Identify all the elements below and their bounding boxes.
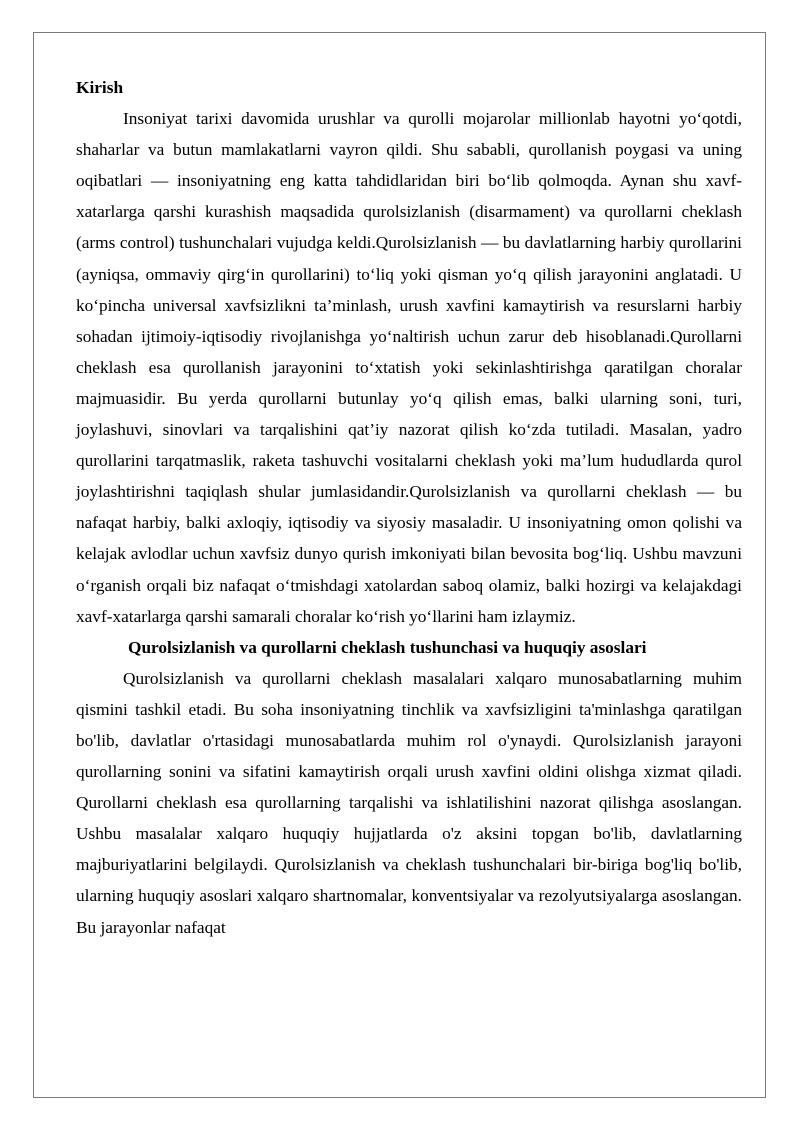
heading-kirish: Kirish bbox=[76, 78, 124, 97]
section-title: Qurolsizlanish va qurollarni cheklash tushunchasi va huquqiy asoslari bbox=[128, 637, 647, 657]
paragraph-introduction: Insoniyat tarixi davomida urushlar va qurolli mojarolar millionlab hayotni yo‘qotdi, shaharlar va butun mamlakatlarni vayron qildi. Shu sababli, qurollanish poygasi va uning oqibatlari — insoniyatning eng katta tahdidlaridan biri bo‘lib qolmoqda. Aynan shu xavf-xatarlarga qarshi kurashish maqsadida qurolsizlanish (disarmament) va qurollarni cheklash (arms control) tushunchalari vujudga keldi.Qurolsizlanish — bu davlatlarning harbiy qurollarini (ayniqsa, ommaviy qirg‘in qurollarini) to‘liq yoki qisman yo‘q qilish jarayonini anglatadi. U ko‘pincha universal xavfsizlikni ta’minlash, urush xavfini kamaytirish va resurslarni harbiy sohadan ijtimoiy-iqtisodiy rivojlanishga yo‘naltirish uchun zarur deb hisoblanadi.Qurollarni cheklash esa qurollanish jarayonini to‘xtatish yoki sekinlashtirishga qaratilgan choralar majmuasidir. Bu yerda qurollarni butunlay yo‘q qilish emas, balki ularning soni, turi, joylashuvi, sinovlari va tarqalishini qat’iy nazorat qilish ko‘zda tutiladi. Masalan, yadro qurollarini tarqatmaslik, raketa tashuvchi vositalarni cheklash yoki ma’lum hududlarda qurol joylashtirishni taqiqlash shular jumlasidandir.Qurolsizlanish va qurollarni cheklash — bu nafaqat harbiy, balki axloqiy, iqtisodiy va siyosiy masaladir. U insoniyatning omon qolishi va kelajak avlodlar uchun xavfsiz dunyo qurish imkoniyati bilan bevosita bog‘liq. Ushbu mavzuni o‘rganish orqali biz nafaqat o‘tmishdagi xatolardan saboq olamiz, balki hozirgi va kelajakdagi xavf-xatarlarga qarshi samarali choralar ko‘rish yo‘llarini ham izlaymiz. bbox=[76, 109, 742, 626]
paragraph-section-body: Qurolsizlanish va qurollarni cheklash masalalari xalqaro munosabatlarning muhim qismini tashkil etadi. Bu soha insoniyatning tinchlik va xavfsizligini ta'minlashga qaratilgan bo'lib, davlatlar o'rtasidagi munosabatlarda muhim rol o'ynaydi. Qurolsizlanish jarayoni qurollarning sonini va sifatini kamaytirish orqali urush xavfini oldini olishga xizmat qiladi. Qurollarni cheklash esa qurollarning tarqalishi va ishlatilishini nazorat qilishga asoslangan. Ushbu masalalar xalqaro huquqiy hujjatlarda o'z aksini topgan bo'lib, davlatlarning majburiyatlarini belgilaydi. Qurolsizlanish va cheklash tushunchalari bir-biriga bog'liq bo'lib, ularning huquqiy asoslari xalqaro shartnomalar, konventsiyalar va rezolyutsiyalarga asoslangan. Bu jarayonlar nafaqat bbox=[76, 668, 742, 937]
document-body bbox=[76, 72, 742, 943]
